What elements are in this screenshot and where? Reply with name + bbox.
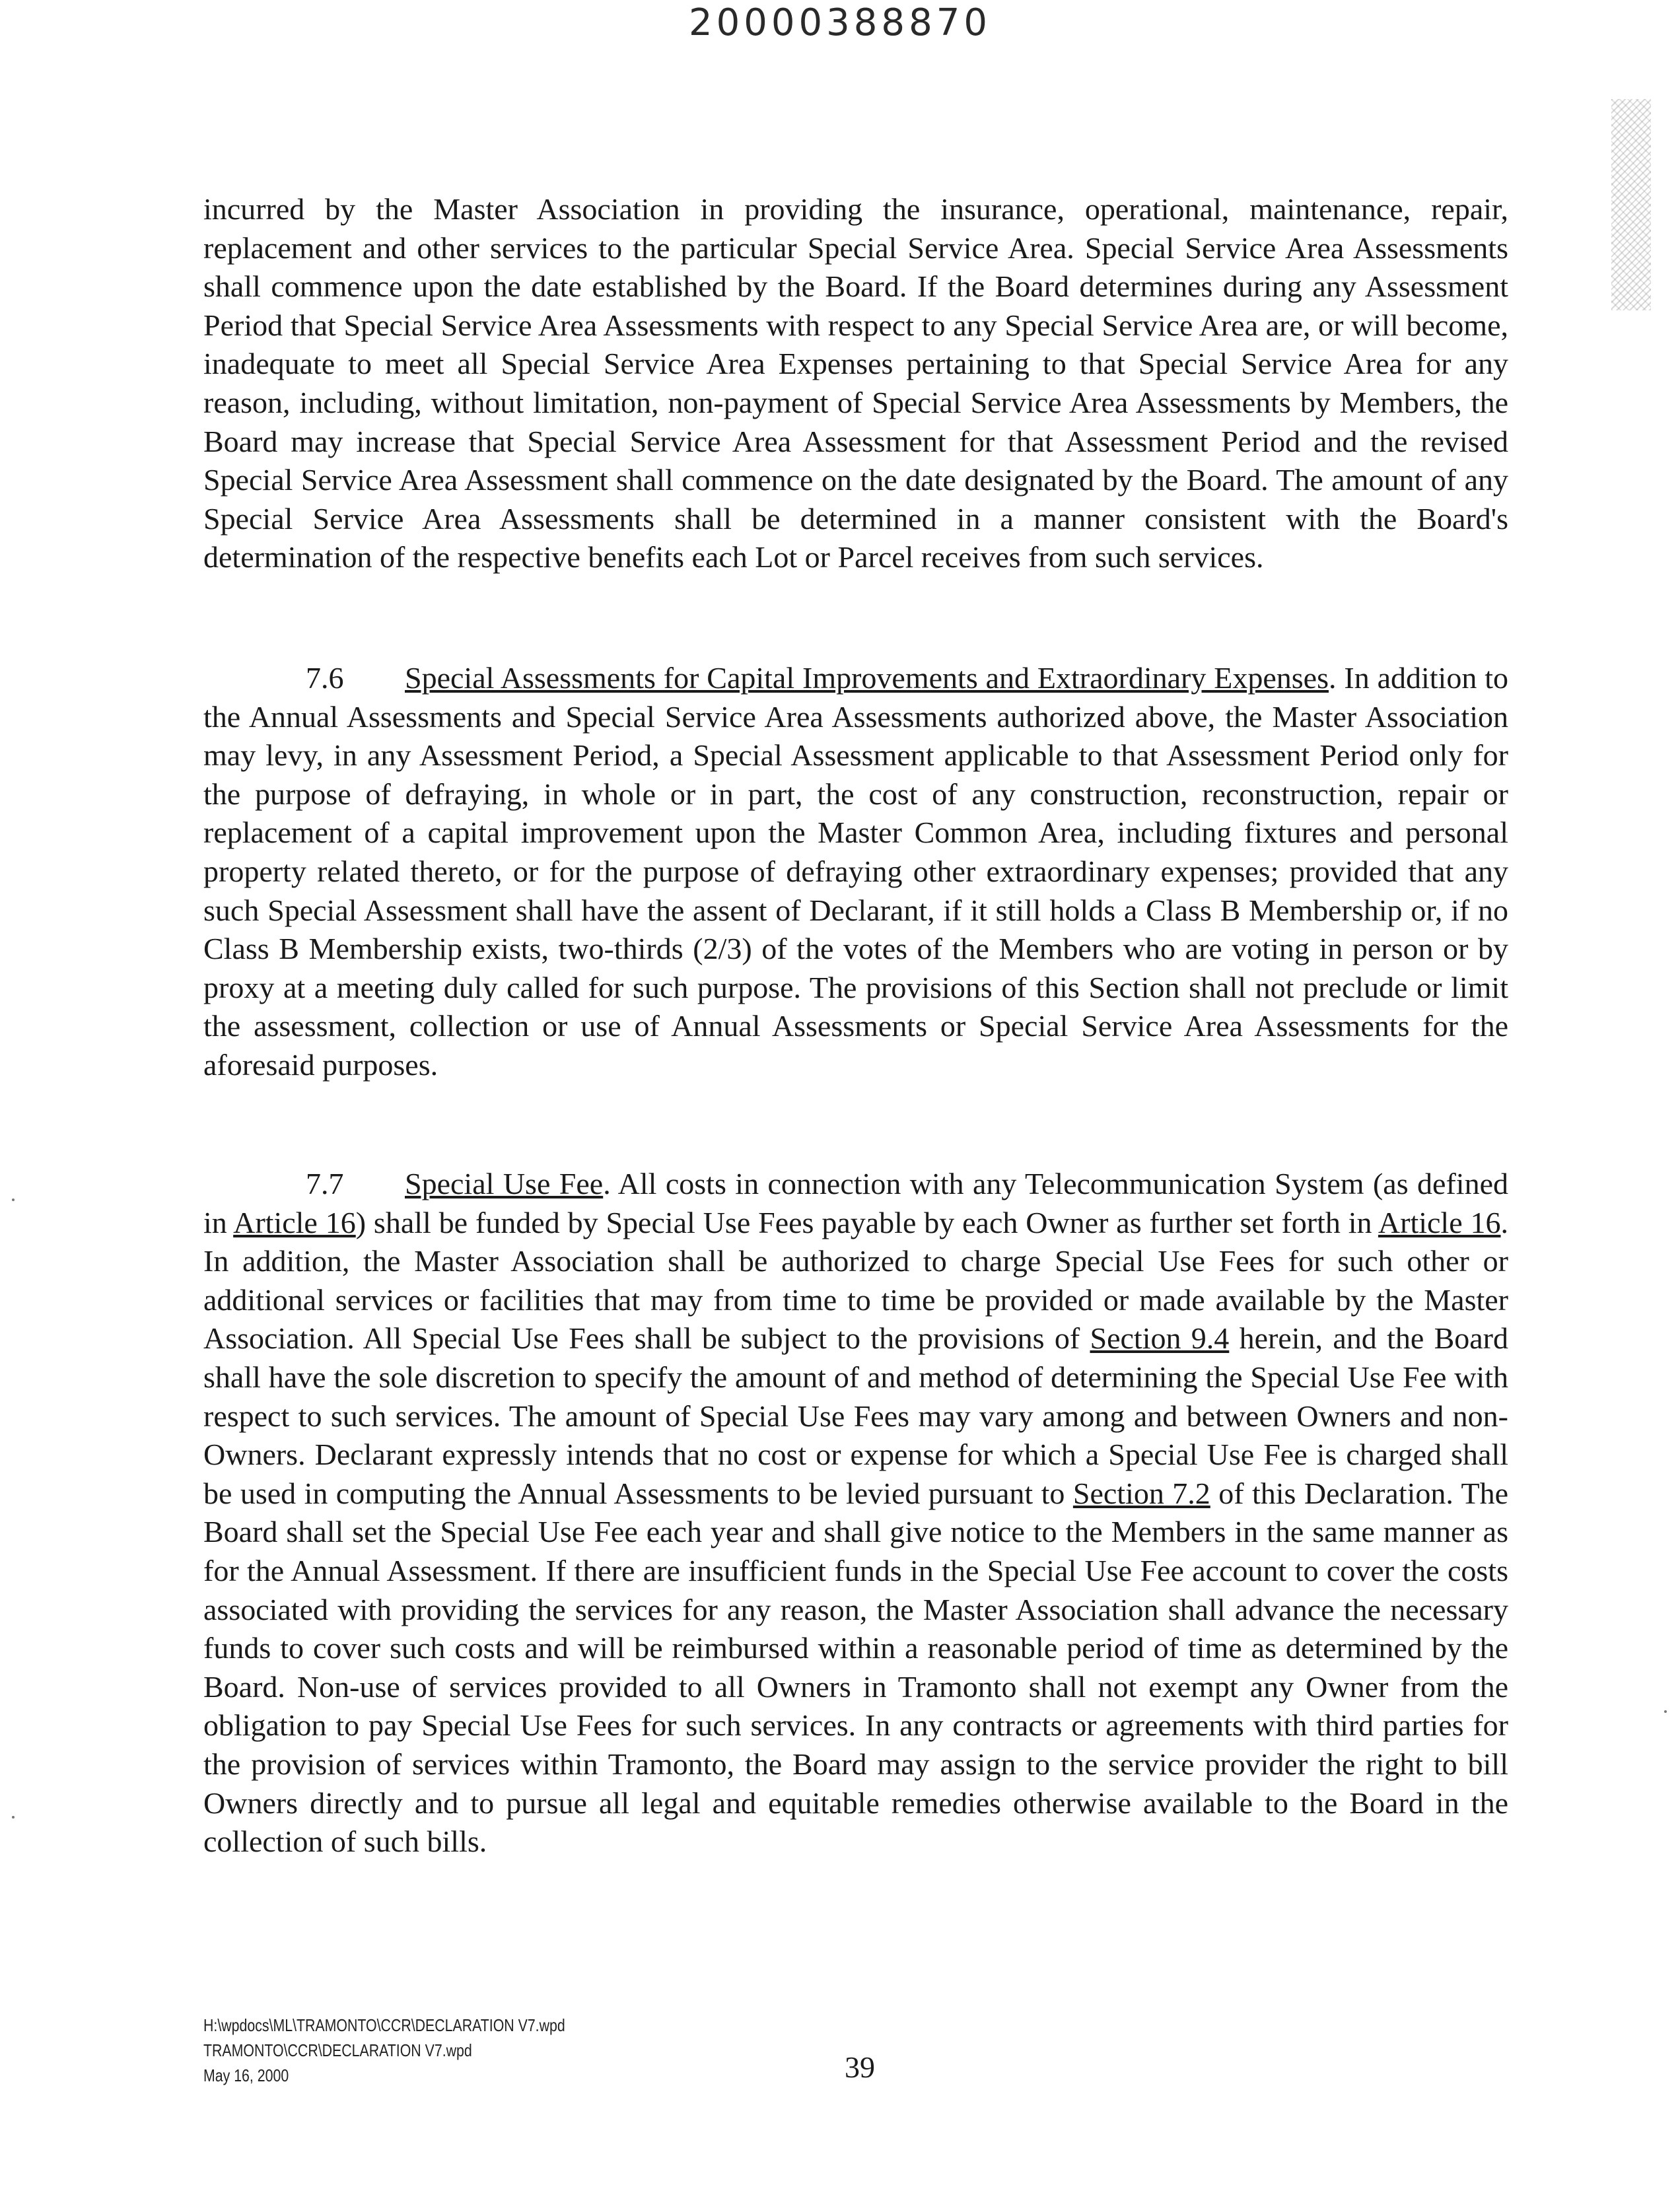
scan-artifact	[1611, 99, 1651, 310]
scan-speck	[1664, 1710, 1667, 1713]
section-heading: Special Use Fee	[405, 1167, 604, 1200]
continuation-paragraph: incurred by the Master Association in providing the insurance, operational, maintenance, repair, replacement and other services to the particular Special Service Area. Special Service Area Assessments shall commence upon the date established by the Board. If the Board determines during any Assessment Period that Special Service Area Assessments with respect to any Special Service Area are, or will become, inadequate to meet all Special Service Area Expenses pertaining to that Special Service Area for any reason, including, without limitation, non-payment of Special Service Area Assessments by Members, the Board may increase that Special Service Area Assessment for that Assessment Period and the revised Special Service Area Assessment shall commence on the date designated by the Board. The amount of any Special Service Area Assessments shall be determined in a manner consistent with the Board's determination of the respective benefits each Lot or Parcel receives from such services.	[203, 192, 1508, 574]
section-9-4-reference: Section 9.4	[1090, 1321, 1230, 1356]
section-7-2-reference: Section 7.2	[1072, 1476, 1210, 1510]
article-16-reference: Article 16	[1378, 1205, 1501, 1239]
footer-path: TRAMONTO\CCR\DECLARATION V7.wpd	[203, 2040, 472, 2060]
section-body: In addition to the Annual Assessments and Special Service Area Assessments authorized above, the Master Association may levy, in any Assessment Period, a Special Assessment applicable to that Assessment Period only for the purpose of defraying, in whole or in part, the cost of any construction, reconstruction, repair or replacement of a capital improvement upon the Master Common Area, including fixtures and personal property related thereto, or for the purpose of defraying other extraordinary expenses; provided that any such Special Assessment shall have the assent of Declarant, if it still holds a Class B Membership or, if no Class B Membership exists, two-thirds (2/3) of the votes of the Members who are voting in person or by proxy at a meeting duly called for such purpose. The provisions of this Section shall not preclude or limit the assessment, collection or use of Annual Assessments or Special Service Area Assessments for the aforesaid purposes.	[203, 661, 1509, 1082]
footer-path: H:\wpdocs\ML\TRAMONTO\CCR\DECLARATION V7.wpd	[203, 2015, 565, 2035]
article-16-reference: Article 16	[233, 1205, 356, 1239]
section-text: of this Declaration. The Board shall set the Special Use Fee each year and shall give notice to the Members in the same manner as for the Annual Assessment. If there are insufficient funds in the Special Use Fee account to cover the costs associated with providing the services for any reason, the Master Association shall advance the necessary funds to cover such costs and will be reimbursed within a reasonable period of time as determined by the Board. Non-use of services provided to all Owners in Tramonto shall not exempt any Owner from the obligation to pay Special Use Fees for such services. In any contracts or agreements with third parties for the provision of services within Tramonto, the Board may assign to the service provider the right to bill Owners directly and to pursue all legal and equitable remedies otherwise available to the Board in the collection of such bills.	[203, 1476, 1509, 1859]
section-text: All costs in connection with any Telecommunication System (as defined in	[203, 1167, 1508, 1239]
section-number: 7.7	[306, 1167, 344, 1200]
footer-date: May 16, 2000	[203, 2066, 289, 2085]
section-7-6: 7.6 Special Assessments for Capital Improvements and Extraordinary Expenses. In addition to the Annual Assessments and Special Service Area Assessments authorized above, the Master Association may levy, in any Assessment Period, a Special Assessment applicable to that Assessment Period only for the purpose of defraying, in whole or in part, the cost of any construction, reconstruction, repair or replacement of a capital improvement upon the Master Common Area, including fixtures and personal property related thereto, or for the purpose of defraying other extraordinary expenses; provided that any such Special Assessment shall have the assent of Declarant, if it still holds a Class B Membership or, if no Class B Membership exists, two-thirds (2/3) of the votes of the Members who are voting in person or by proxy at a meeting duly called for such purpose. The provisions of this Section shall not preclude or limit the assessment, collection or use of Annual Assessments or Special Service Area Assessments for the aforesaid purposes.	[203, 659, 1508, 1085]
page-number: 39	[845, 2050, 875, 2084]
section-number: 7.6	[306, 661, 344, 695]
section-text: ) shall be funded by Special Use Fees payable by each Owner as further set forth in	[355, 1205, 1372, 1239]
section-heading: Special Assessments for Capital Improvements and Extraordinary Expenses	[405, 661, 1329, 695]
document-number: 20000388870	[689, 1, 991, 44]
section-text: . In addition, the Master Association shall be authorized to charge Special Use Fees for such other or additional services or facilities that may from time to time be provided or made available by the Master Association. All Special Use Fees shall be subject to the provisions of	[203, 1205, 1508, 1356]
section-text: herein, and the Board shall have the sole discretion to specify the amount of and method of determining the Special Use Fee with respect to such services. The amount of Special Use Fees may vary among and between Owners and non-Owners. Declarant expressly intends that no cost or expense for which a Special Use Fee is charged shall be used in computing the Annual Assessments to be levied pursuant to	[203, 1321, 1509, 1510]
section-7-7: 7.7 Special Use Fee. All costs in connection with any Telecommunication System (as defined in Article 16) shall be funded by Special Use Fees payable by each Owner as further set forth in Article 16. In addition, the Master Association shall be authorized to charge Special Use Fees for such other or additional services or facilities that may from time to time be provided or made available by the Master Association. All Special Use Fees shall be subject to the provisions of Section 9.4 herein, and the Board shall have the sole discretion to specify the amount of and method of determining the Special Use Fee with respect to such services. The amount of Special Use Fees may vary among and between Owners and non-Owners. Declarant expressly intends that no cost or expense for which a Special Use Fee is charged shall be used in computing the Annual Assessments to be levied pursuant to Section 7.2 of this Declaration. The Board shall set the Special Use Fee each year and shall give notice to the Members in the same manner as for the Annual Assessment. If there are insufficient funds in the Special Use Fee account to cover the costs associated with providing the services for any reason, the Master Association shall advance the necessary funds to cover such costs and will be reimbursed within a reasonable period of time as determined by the Board. Non-use of services provided to all Owners in Tramonto shall not exempt any Owner from the obligation to pay Special Use Fees for such services. In any contracts or agreements with third parties for the provision of services within Tramonto, the Board may assign to the service provider the right to bill Owners directly and to pursue all legal and equitable remedies otherwise available to the Board in the collection of such bills.	[203, 1165, 1508, 1861]
scan-speck	[12, 1198, 15, 1201]
file-path-footer	[203, 2013, 565, 2088]
scan-speck	[12, 1816, 15, 1819]
